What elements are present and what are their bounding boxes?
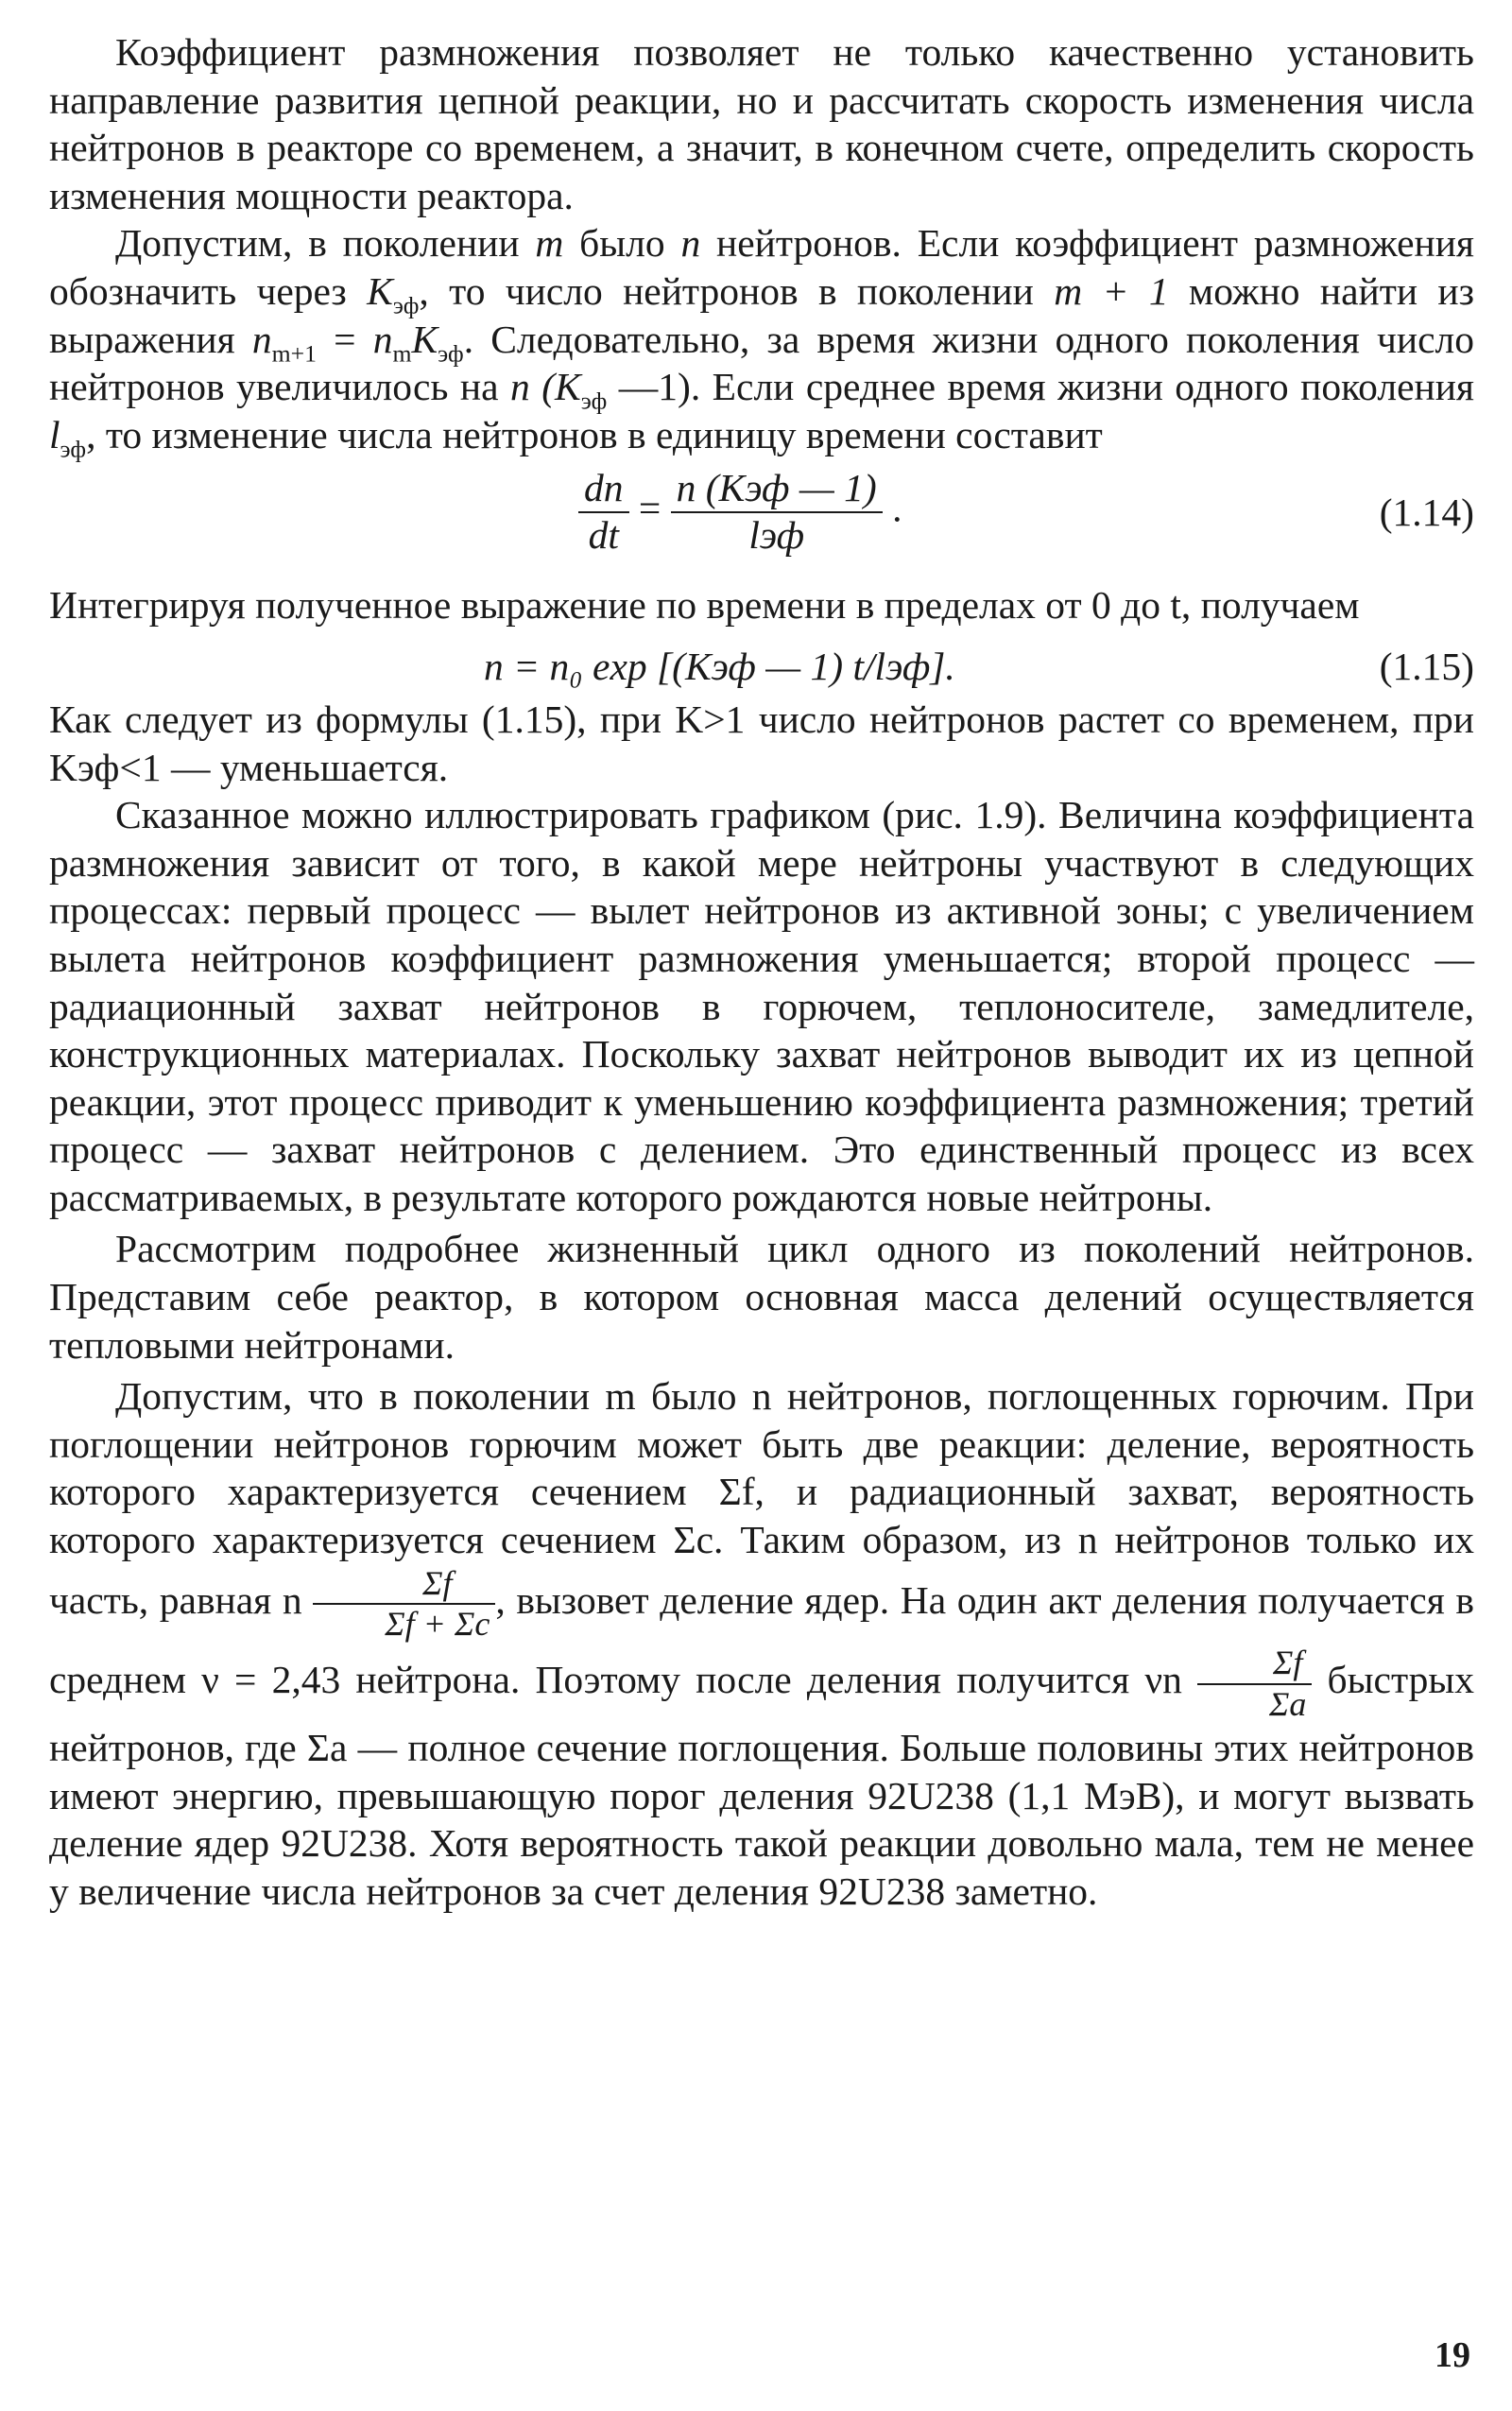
var-n: n: [680, 221, 701, 266]
subscript: эф: [60, 435, 87, 463]
text-run: . Следовательно, за время жизни одного поколения число нейтронов увеличилось на: [49, 317, 1474, 409]
paragraph-1: Коэффициент размножения позволяет не только качественно установить направление развития цепной реакции, но и рассчитать скорость изменения числа нейтронов в реакторе со временем, а значит, в конечном счете, определить скорость изменения мощности реактора.: [49, 30, 1474, 217]
text-run: Допустим, что в поколении m было n нейтронов, поглощенных горючим. При поглощении нейтронов горючим может быть две реакции: деление, вероятность которого характеризуется сечением Σf, и радиационный захват, вероятность которого характеризуется сечением Σc. Таким образом, из n нейтронов только их часть, равная n: [49, 1374, 1474, 1622]
paragraph-6: Рассмотрим подробнее жизненный цикл одного из поколений нейтронов. Представим себе реактор, в котором основная масса делений осуществляется тепловыми нейтронами.: [49, 1227, 1474, 1367]
var-k: K: [411, 317, 438, 361]
text-run: —1). Если среднее время жизни одного поколения: [607, 365, 1474, 409]
equation-1-15: [49, 643, 1474, 690]
equation-body: [578, 466, 902, 558]
subscript: m: [392, 338, 412, 367]
expr-k: (K: [529, 365, 581, 409]
equals-sign: =: [316, 317, 373, 361]
numerator: n (Kэф — 1): [671, 466, 883, 513]
equals-sign: =: [638, 486, 662, 530]
equation-number: (1.14): [1379, 491, 1474, 535]
numerator: dn: [578, 466, 629, 513]
period: .: [892, 486, 902, 530]
fraction-absorption: [1197, 1644, 1312, 1724]
paragraph-5: Сказанное можно иллюстрировать графиком (рис. 1.9). Величина коэффициента размножения зависит от того, в какой мере нейтроны участвуют в следующих процессах: первый процесс — вылет нейтронов из активной зоны; с увеличением вылета нейтронов коэффициент размножения уменьшается; второй процесс — радиационный захват нейтронов в горючем, теплоносителе, замедлителе, конструкционных материалах. Поскольку захват нейтронов выводит их из цепной реакции, этот процесс приводит к уменьшению коэффициента размножения; третий процесс — захват нейтронов с делением. Это единственный процесс из всех рассматриваемых, в результате которого рождаются новые нейтроны.: [49, 793, 1474, 1219]
subscript: эф: [392, 291, 420, 319]
fraction-dn-dt: [578, 466, 629, 558]
text-run: быстрых нейтронов, где Σa — полное сечение поглощения. Больше половины этих нейтронов имеют энергию, превышающую порог деления 92U238 (1,1 МэВ), и могут вызвать деление ядер 92U238. Хотя вероятность такой реакции довольно мала, тем не менее у величение числа нейтронов за счет деления 92U238 заметно.: [49, 1658, 1474, 1913]
denominator: lэф: [748, 513, 805, 558]
text-run: нейтронов. Если коэффициент размножения обозначить через: [49, 221, 1474, 313]
page-number: 19: [1435, 2335, 1470, 2375]
var-m: m: [535, 221, 564, 266]
text-run: можно найти из выражения: [49, 268, 1474, 361]
subscript: эф: [438, 338, 464, 367]
text-run: , вызовет деление ядер. На один акт деления получается в среднем ν = 2,43 нейтрона. Поэтому после деления получится νn: [49, 1577, 1474, 1702]
text-run: , то изменение числа нейтронов в единицу времени составит: [86, 412, 1103, 456]
subscript: эф: [580, 387, 608, 415]
text-run: , то число нейтронов в поколении: [419, 268, 1055, 313]
subscript: m+1: [271, 338, 317, 367]
text-run: Допустим, в поколении: [115, 221, 536, 266]
denominator: dt: [588, 513, 619, 558]
var-l: l: [49, 412, 60, 456]
numerator: Σf: [1197, 1644, 1312, 1684]
equation-number: (1.15): [1379, 644, 1474, 688]
var-k: K: [367, 268, 393, 313]
var-n: n: [251, 317, 272, 361]
paragraph-3: Интегрируя полученное выражение по времени в пределах от 0 до t, получаем: [49, 583, 1360, 628]
fraction-rate: [671, 466, 883, 558]
expr-m-plus-1: m + 1: [1054, 268, 1169, 313]
equation-body: n = n₀ exp [(Kэф — 1) t/lэф].: [484, 644, 955, 688]
denominator: Σf + Σc: [385, 1605, 490, 1644]
text-run: было: [563, 221, 681, 266]
fraction-fission: [313, 1564, 495, 1645]
equation-1-14: [49, 466, 1474, 564]
denominator: Σa: [1269, 1684, 1307, 1723]
paragraph-4: Как следует из формулы (1.15), при K>1 число нейтронов растет со временем, при Kэф<1 — уменьшается.: [49, 697, 1474, 789]
var-n: n: [509, 365, 530, 409]
paragraph-7: [49, 1372, 1474, 1915]
numerator: Σf: [313, 1564, 495, 1605]
var-n: n: [372, 317, 393, 361]
paragraph-2: [49, 219, 1474, 463]
